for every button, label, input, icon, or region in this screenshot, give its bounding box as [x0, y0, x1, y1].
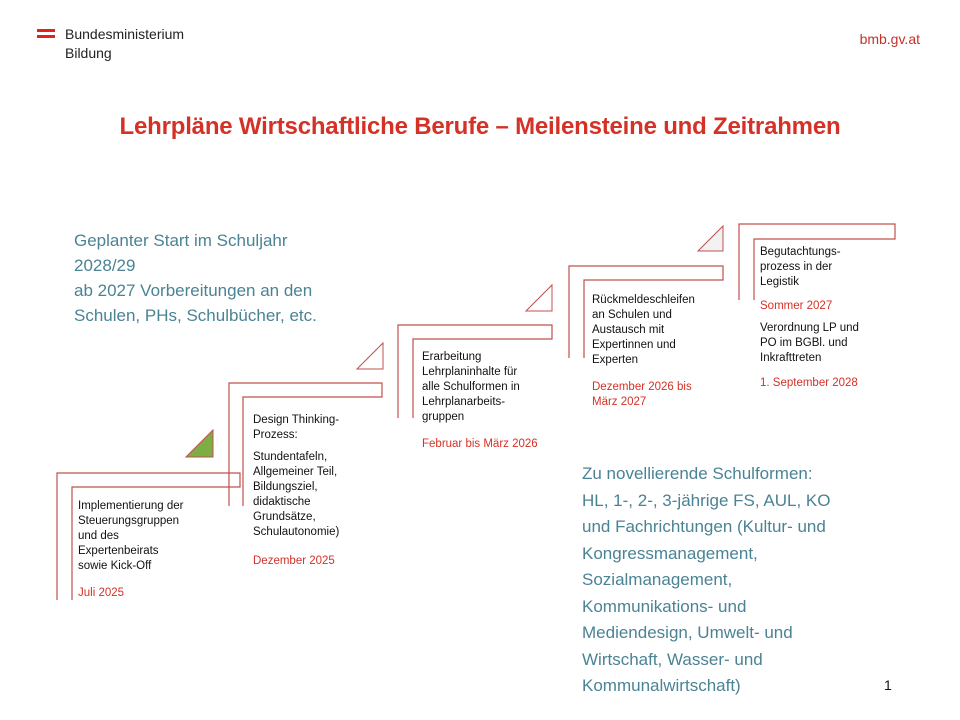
step-line: Expertenbeirats — [78, 545, 159, 557]
plan-line: Geplanter Start im Schuljahr — [74, 231, 288, 250]
step-line: Design Thinking- — [253, 414, 340, 426]
forms-line: Sozialmanagement, — [582, 570, 733, 589]
forms-line: und Fachrichtungen (Kultur- und — [582, 517, 826, 536]
step-line: Bildungsziel, — [253, 481, 318, 493]
slide-title: Lehrpläne Wirtschaftliche Berufe – Meilensteine und Zeitrahmen — [119, 113, 841, 140]
step4-date: Dezember 2026 bis März 2027 — [592, 381, 692, 408]
plan-line: ab 2027 Vorbereitungen an den — [74, 281, 313, 300]
step-line: Verordnung LP und — [760, 322, 859, 334]
site-url[interactable]: bmb.gv.at — [859, 31, 920, 47]
forms-line: Wirtschaft, Wasser- und — [582, 649, 763, 669]
step-line: Lehrplaninhalte für — [422, 366, 518, 378]
planned-start-text — [74, 228, 374, 328]
plan-line: 2028/29 — [74, 256, 136, 275]
flag-stripe-icon — [37, 29, 55, 32]
forms-line: Kommunalwirtschaft) — [582, 676, 741, 695]
step-line: Schulautonomie) — [253, 526, 340, 538]
step5-date2: 1. September 2028 — [760, 377, 858, 389]
school-forms-text — [582, 461, 882, 700]
step-line: an Schulen und — [592, 309, 672, 321]
step1-date: Juli 2025 — [78, 587, 125, 599]
page-number: 1 — [884, 677, 892, 693]
step4-text — [592, 293, 727, 368]
step-line: Legistik — [760, 276, 799, 288]
step-line: Stundentafeln, — [253, 451, 328, 463]
step-line: Implementierung der — [78, 500, 184, 512]
step-line: Erarbeitung — [422, 351, 482, 363]
step-line: Inkrafttreten — [760, 352, 822, 364]
step1-text — [78, 499, 228, 574]
forms-line: HL, 1-, 2-, 3-jährige FS, AUL, KO — [582, 490, 831, 510]
forms-line: Kongressmanagement, — [582, 543, 758, 563]
plan-line: Schulen, PHs, Schulbücher, etc. — [74, 306, 317, 325]
forms-line: Mediendesign, Umwelt- und — [582, 623, 793, 642]
step-line: Lehrplanarbeits- — [422, 396, 506, 408]
forms-line: Kommunikations- und — [582, 596, 747, 616]
flag-stripe-icon — [37, 35, 55, 38]
step5-date: Sommer 2027 — [760, 300, 833, 312]
logo-text — [65, 25, 184, 63]
step-line: PO im BGBl. und — [760, 337, 848, 349]
forms-line: Zu novellierende Schulformen: — [582, 464, 813, 483]
logo-line1: Bundesministerium — [65, 26, 185, 42]
step-line: Allgemeiner Teil, — [253, 466, 338, 478]
step-line: gruppen — [422, 411, 465, 423]
step3-date: Februar bis März 2026 — [422, 438, 538, 450]
step5-text — [760, 245, 890, 290]
step-line: und des — [78, 530, 119, 542]
step-line: Expertinnen und — [592, 339, 676, 351]
step-line: prozess in der — [760, 261, 833, 273]
step-line: didaktische — [253, 496, 311, 508]
step-line: alle Schulformen in — [422, 381, 520, 393]
step-line: Experten — [592, 354, 639, 366]
step-line: Prozess: — [253, 429, 298, 441]
step-line: Begutachtungs- — [760, 246, 841, 258]
step-line: Steuerungsgruppen — [78, 515, 180, 527]
step-line: Rückmeldeschleifen — [592, 294, 695, 306]
step3-text — [422, 350, 557, 425]
logo-line2: Bildung — [65, 45, 112, 61]
step2-text — [253, 413, 383, 540]
step-line: sowie Kick-Off — [78, 560, 152, 572]
step-line: Austausch mit — [592, 324, 665, 336]
ministry-logo — [37, 25, 217, 65]
step-line: Grundsätze, — [253, 511, 316, 523]
step2-date: Dezember 2025 — [253, 555, 335, 567]
step5-text2 — [760, 321, 890, 366]
